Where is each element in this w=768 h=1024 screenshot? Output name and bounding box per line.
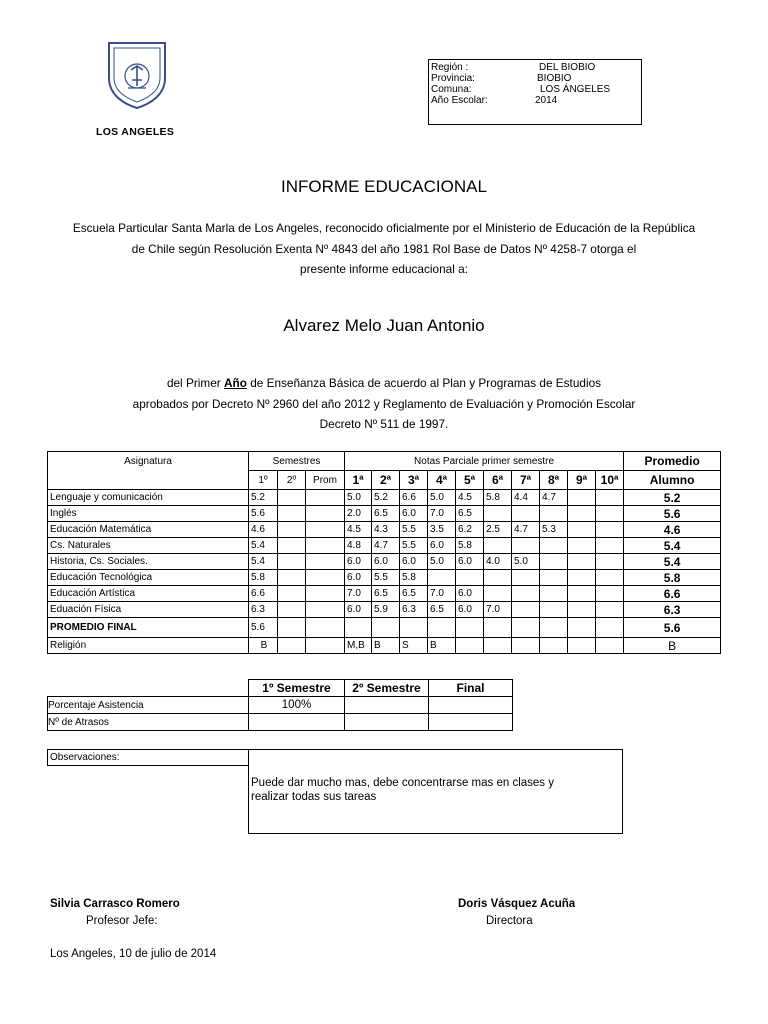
sem2-cell — [278, 570, 306, 586]
note-cell: 7.0 — [428, 506, 456, 522]
note-cell — [484, 638, 512, 654]
note-cell: 6.0 — [456, 586, 484, 602]
subject-cell: Religión — [48, 638, 249, 654]
note-cell: 4.7 — [512, 522, 540, 538]
note-cell: 6.5 — [456, 506, 484, 522]
course-paragraph: del Primer Año de Enseñanza Básica de acuerdo al Plan y Programas de Estudios aprobados por Decreto Nº 2960 del año 2012 y Reglamento de Evaluación y Promoción Escolar Decreto Nº 511 de 1997. — [132, 376, 636, 431]
note-cell — [540, 506, 568, 522]
note-cell: 4.4 — [512, 490, 540, 506]
attendance-table — [47, 679, 513, 731]
note-cell — [484, 570, 512, 586]
note-cell: 5.8 — [456, 538, 484, 554]
grades-table — [47, 451, 721, 654]
subject-cell: PROMEDIO FINAL — [48, 618, 249, 638]
sem2-cell — [278, 618, 306, 638]
header-average-1: Promedio — [624, 452, 721, 471]
sem1-cell: 5.8 — [249, 570, 278, 586]
note-cell — [484, 618, 512, 638]
subject-cell: Educación Artística — [48, 586, 249, 602]
place-date: Los Angeles, 10 de julio de 2014 — [50, 948, 217, 960]
info-row-region: Región : DEL BIOBIO — [431, 62, 596, 73]
header-sem-2: Prom — [306, 471, 345, 490]
note-cell — [568, 570, 596, 586]
note-cell: 6.0 — [428, 538, 456, 554]
note-cell: 5.2 — [372, 490, 400, 506]
note-cell — [596, 602, 624, 618]
prom-cell — [306, 522, 345, 538]
note-cell: 6.5 — [428, 602, 456, 618]
note-cell — [568, 586, 596, 602]
note-cell — [568, 490, 596, 506]
attendance-row — [48, 697, 513, 714]
note-cell — [428, 618, 456, 638]
subject-cell: Eduación Física — [48, 602, 249, 618]
note-cell — [512, 506, 540, 522]
note-cell — [596, 506, 624, 522]
attendance-value — [429, 697, 513, 714]
note-cell — [540, 554, 568, 570]
average-cell: 5.6 — [624, 506, 721, 522]
prom-cell — [306, 554, 345, 570]
subject-cell: Inglés — [48, 506, 249, 522]
note-cell — [568, 638, 596, 654]
region-info-box — [428, 59, 642, 125]
sem1-cell: 5.6 — [249, 618, 278, 638]
note-cell: 5.3 — [540, 522, 568, 538]
note-cell — [568, 554, 596, 570]
teacher-role: Profesor Jefe: — [86, 915, 158, 927]
sem2-cell — [278, 586, 306, 602]
sem1-cell: 5.4 — [249, 554, 278, 570]
note-cell — [512, 638, 540, 654]
prom-cell — [306, 506, 345, 522]
note-cell — [596, 522, 624, 538]
average-cell: 6.6 — [624, 586, 721, 602]
attendance-label: Porcentaje Asistencia — [48, 697, 249, 714]
note-cell — [596, 586, 624, 602]
note-cell: 5.0 — [345, 490, 372, 506]
director-name: Doris Vásquez Acuña — [458, 898, 576, 910]
average-cell: 6.3 — [624, 602, 721, 618]
note-cell — [512, 602, 540, 618]
header-subject: Asignatura — [48, 452, 249, 490]
average-cell: 5.2 — [624, 490, 721, 506]
grades-body — [48, 452, 721, 654]
school-logo — [106, 40, 168, 110]
attendance-value — [345, 697, 429, 714]
average-cell: 5.8 — [624, 570, 721, 586]
note-cell — [540, 638, 568, 654]
note-cell — [484, 506, 512, 522]
note-cell: 2.5 — [484, 522, 512, 538]
prom-cell — [306, 638, 345, 654]
note-cell — [456, 618, 484, 638]
att-header-sem2: 2º Semestre — [345, 680, 429, 697]
header-average-2: Alumno — [624, 471, 721, 490]
sem1-cell: 5.4 — [249, 538, 278, 554]
director-role: Directora — [486, 915, 533, 927]
header-semesters: Semestres — [249, 452, 345, 471]
note-cell — [428, 570, 456, 586]
note-cell — [400, 618, 428, 638]
note-cell: 5.0 — [428, 490, 456, 506]
grade-row — [48, 602, 721, 618]
header-note-5: 5ª — [456, 471, 484, 490]
header-sem-0: 1º — [249, 471, 278, 490]
attendance-body — [48, 680, 513, 731]
header-note-3: 3ª — [400, 471, 428, 490]
info-row-commune: Comuna: LOS ÁNGELES — [431, 84, 611, 95]
note-cell: B — [372, 638, 400, 654]
header-partial-notes: Notas Parciale primer semestre — [345, 452, 624, 471]
header-note-4: 4ª — [428, 471, 456, 490]
note-cell — [596, 490, 624, 506]
note-cell: 6.0 — [400, 506, 428, 522]
header-note-10: 10ª — [596, 471, 624, 490]
note-cell — [568, 602, 596, 618]
sem1-cell: B — [249, 638, 278, 654]
attendance-value: 100% — [249, 697, 345, 714]
grades-header-row-1 — [48, 452, 721, 471]
note-cell: 2.0 — [345, 506, 372, 522]
student-name: Alvarez Melo Juan Antonio — [283, 316, 485, 335]
average-cell: 5.4 — [624, 538, 721, 554]
note-cell — [540, 586, 568, 602]
note-cell — [596, 618, 624, 638]
prom-cell — [306, 490, 345, 506]
average-cell: 5.4 — [624, 554, 721, 570]
note-cell — [568, 522, 596, 538]
note-cell: 4.0 — [484, 554, 512, 570]
note-cell: S — [400, 638, 428, 654]
teacher-name: Silvia Carrasco Romero — [50, 898, 180, 910]
grade-row — [48, 570, 721, 586]
note-cell — [568, 618, 596, 638]
sem2-cell — [278, 554, 306, 570]
intro-paragraph: Escuela Particular Santa Marla de Los Angeles, reconocido oficialmente por el Ministerio de Educación de la República de Chile según Resolución Exenta Nº 4843 del año 1981 Rol Base de Datos Nº 4258-7 otorga el presente informe educacional a: — [72, 221, 696, 276]
subject-cell: Lenguaje y comunicación — [48, 490, 249, 506]
note-cell: 6.5 — [372, 586, 400, 602]
note-cell: 4.5 — [456, 490, 484, 506]
note-cell — [512, 618, 540, 638]
sem1-cell: 6.6 — [249, 586, 278, 602]
note-cell: 5.5 — [400, 522, 428, 538]
note-cell — [540, 618, 568, 638]
note-cell: 6.0 — [345, 554, 372, 570]
note-cell: 6.0 — [456, 602, 484, 618]
note-cell — [596, 570, 624, 586]
attendance-value — [249, 714, 345, 731]
note-cell: 6.6 — [400, 490, 428, 506]
note-cell — [568, 538, 596, 554]
note-cell: 7.0 — [484, 602, 512, 618]
note-cell — [540, 602, 568, 618]
document-title: INFORME EDUCACIONAL — [281, 177, 487, 196]
prom-cell — [306, 538, 345, 554]
note-cell: 5.9 — [372, 602, 400, 618]
note-cell: 7.0 — [428, 586, 456, 602]
note-cell — [540, 538, 568, 554]
religion-row — [48, 638, 721, 654]
note-cell: 3.5 — [428, 522, 456, 538]
subject-cell: Cs. Naturales — [48, 538, 249, 554]
note-cell: 6.3 — [400, 602, 428, 618]
final-average-row — [48, 618, 721, 638]
att-header-final: Final — [429, 680, 513, 697]
note-cell: 6.5 — [400, 586, 428, 602]
attendance-value — [429, 714, 513, 731]
note-cell: 5.0 — [428, 554, 456, 570]
note-cell: 6.5 — [372, 506, 400, 522]
note-cell: 5.5 — [400, 538, 428, 554]
sem2-cell — [278, 490, 306, 506]
att-header-sem1: 1º Semestre — [249, 680, 345, 697]
sem1-cell: 6.3 — [249, 602, 278, 618]
sem2-cell — [278, 522, 306, 538]
note-cell: M,B — [345, 638, 372, 654]
sem2-cell — [278, 506, 306, 522]
info-row-province: Provincia: BIOBIO — [431, 73, 572, 84]
note-cell — [456, 570, 484, 586]
attendance-row — [48, 714, 513, 731]
header-note-2: 2ª — [372, 471, 400, 490]
note-cell: 4.8 — [345, 538, 372, 554]
school-city: LOS ANGELES — [96, 126, 175, 138]
note-cell: 6.0 — [345, 602, 372, 618]
note-cell: 6.0 — [456, 554, 484, 570]
note-cell — [596, 554, 624, 570]
note-cell: 5.0 — [512, 554, 540, 570]
note-cell: 5.5 — [372, 570, 400, 586]
average-cell: 4.6 — [624, 522, 721, 538]
observations-text: Puede dar mucho mas, debe concentrarse mas en clases y realizar todas sus tareas — [249, 750, 623, 834]
attendance-label: Nº de Atrasos — [48, 714, 249, 731]
note-cell — [568, 506, 596, 522]
sem1-cell: 5.6 — [249, 506, 278, 522]
note-cell — [596, 538, 624, 554]
grade-row — [48, 506, 721, 522]
grade-row — [48, 538, 721, 554]
grade-row — [48, 490, 721, 506]
sem1-cell: 5.2 — [249, 490, 278, 506]
note-cell — [512, 538, 540, 554]
note-cell: 6.2 — [456, 522, 484, 538]
note-cell: 6.0 — [345, 570, 372, 586]
sem2-cell — [278, 602, 306, 618]
info-row-school-year: Año Escolar: 2014 — [431, 95, 558, 106]
header-note-9: 9ª — [568, 471, 596, 490]
note-cell — [512, 586, 540, 602]
observations-label: Observaciones: — [48, 750, 249, 766]
subject-cell: Historia, Cs. Sociales. — [48, 554, 249, 570]
average-cell: 5.6 — [624, 618, 721, 638]
prom-cell — [306, 570, 345, 586]
grade-row — [48, 554, 721, 570]
header-note-7: 7ª — [512, 471, 540, 490]
note-cell: 6.0 — [400, 554, 428, 570]
subject-cell: Educación Matemática — [48, 522, 249, 538]
note-cell — [372, 618, 400, 638]
attendance-header-row — [48, 680, 513, 697]
subject-cell: Educación Tecnológica — [48, 570, 249, 586]
note-cell — [540, 570, 568, 586]
prom-cell — [306, 618, 345, 638]
header-note-8: 8ª — [540, 471, 568, 490]
grade-row — [48, 522, 721, 538]
note-cell: 4.3 — [372, 522, 400, 538]
note-cell: 4.5 — [345, 522, 372, 538]
sem2-cell — [278, 638, 306, 654]
note-cell: 7.0 — [345, 586, 372, 602]
note-cell: 4.7 — [372, 538, 400, 554]
prom-cell — [306, 602, 345, 618]
header-sem-1: 2º — [278, 471, 306, 490]
note-cell: 6.0 — [372, 554, 400, 570]
header-note-6: 6ª — [484, 471, 512, 490]
note-cell — [484, 538, 512, 554]
note-cell — [456, 638, 484, 654]
average-cell: B — [624, 638, 721, 654]
note-cell: 4.7 — [540, 490, 568, 506]
header-note-1: 1ª — [345, 471, 372, 490]
note-cell — [512, 570, 540, 586]
grade-row — [48, 586, 721, 602]
observations-table — [47, 749, 623, 834]
prom-cell — [306, 586, 345, 602]
note-cell: B — [428, 638, 456, 654]
note-cell — [484, 586, 512, 602]
note-cell — [596, 638, 624, 654]
sem1-cell: 4.6 — [249, 522, 278, 538]
note-cell — [345, 618, 372, 638]
sem2-cell — [278, 538, 306, 554]
attendance-value — [345, 714, 429, 731]
note-cell: 5.8 — [484, 490, 512, 506]
note-cell: 5.8 — [400, 570, 428, 586]
